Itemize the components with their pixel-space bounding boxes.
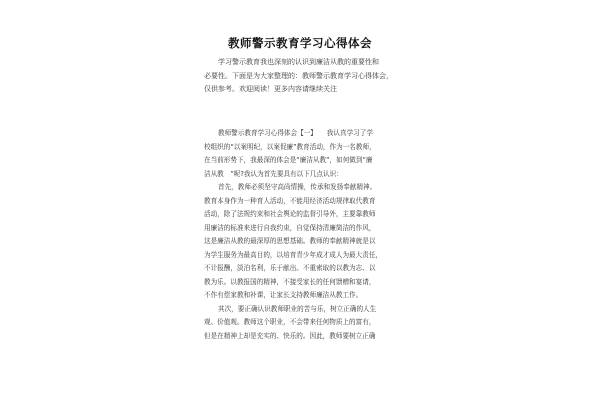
body-line: 但是在精神上却是充实的、快乐的。因此，教师要树立正确	[204, 331, 376, 340]
body-line: 洁从教 ”呢?我认为首先要具有以下几点认识：	[204, 169, 343, 178]
body-line: 其次，要正确认识教师职业的苦与乐，树立正确的人生	[218, 304, 377, 313]
intro-paragraph	[204, 56, 400, 97]
body-line: 不作有偿家教和补课，让家长支持教师廉洁从教工作。	[204, 291, 363, 299]
body-line: 活动，除了法规约束和社会舆论的监督引导外，主要靠教师	[204, 210, 376, 218]
body-line: 观、价值观。教师这个职业，不会带来任何物质上的富有，	[204, 318, 376, 326]
body-line: 在当前形势下，我最深的体会是“廉洁从教”，如何做到“廉	[204, 156, 373, 164]
body-line: 教育本身作为一种育人活动，不能用经济活动规律取代教育	[204, 196, 376, 205]
intro-line: 仅供参考。欢迎阅读！更多内容请继续关注	[204, 85, 337, 93]
body-line: 用廉洁的标准来进行自我约束，自觉保持清廉简洁的作风，	[204, 223, 376, 232]
body-line: 教师警示教育学习心得体会【一】 我认真学习了学	[218, 129, 373, 137]
body-text	[204, 127, 400, 343]
body-line: 为学生服务为最高目的，以培育青少年成才成人为最大责任，	[204, 250, 383, 259]
body-line: 教为乐。以教报国的精神，不接受家长的任何馈赠和宴请，	[204, 277, 376, 286]
body-line: 首先，教师必须坚守高尚情操，传承和发扬奉献精神。	[218, 183, 377, 191]
body-line: 不计报酬，淡泊名利，乐于献出。不重索取的以教为志、以	[204, 264, 376, 272]
body-line: 校组织的“以案明纪，以案促廉”教育活动，作为一名教师，	[204, 142, 376, 151]
body-line: 这是廉洁从教的最深厚的思想基础。教师的奉献精神就是以	[204, 237, 376, 245]
intro-line: 学习警示教育我也深刻的认识到廉洁从教的重要性和	[218, 58, 379, 66]
intro-line: 必要性。下面是为大家整理的：教师警示教育学习心得体会，	[204, 71, 393, 80]
document-title: 教师警示教育学习心得体会	[228, 36, 372, 50]
